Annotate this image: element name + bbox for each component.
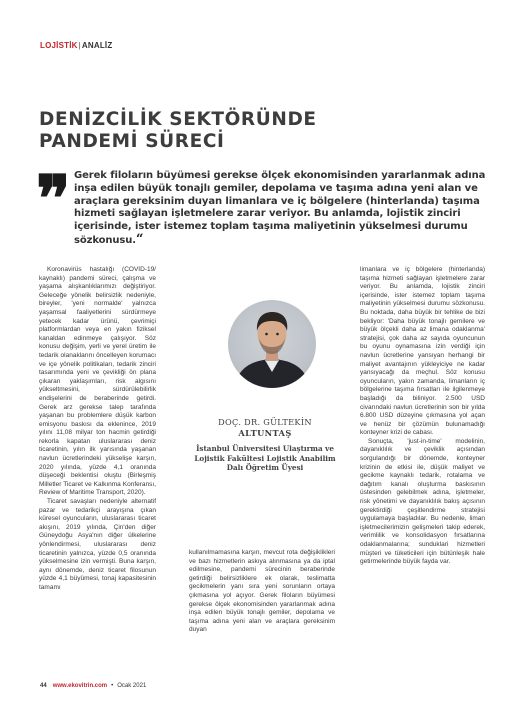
author-title-name: DOÇ. DR. GÜLTEKİN <box>218 417 312 427</box>
section-label <box>40 41 112 50</box>
body-paragraph: Ticaret savaşları nedeniyle alternatif pazar ve tedarikçi arayışına çıkan küresel oyuncuların, uluslararası ticaret akışını, 2019 yılında, Çin'den diğer Güneydoğu Asya'nın diğer ülkelerine yönlendirmesi, uluslararası deniz ticaretinin yalnızca, yüzde 0,5 oranında yükselmesine izin vermişti. Buna karşın, aynı dönemde, deniz ticaret filosunun yüzde 4,1 büyümesi, tonaj kapasitesinin tamamı <box>39 498 156 591</box>
body-paragraph: kullanılmamasına karşın, mevcut rota değişiklikleri ve bazı hizmetlerin askıya alınmasına ya da iptal edilmesine, pandemi sürecinin beraberinde getirdiği belirsizliklere ek olarak, teslimatta gecikmelerin yanı sıra yeni sorunların ortaya çıkmasına yol açıyor. Gerek filoların büyümesi gerekse ölçek ekonomisinden yararlanmak adına inşa edilen büyük tonajlı gemiler, depolama ve taşıma adına yeni alan ve araçlara gereksinim duyan <box>189 549 335 634</box>
article-title <box>39 109 459 153</box>
lead-paragraph <box>74 170 494 248</box>
lead-text: Gerek filoların büyümesi gerekse ölçek ekonomisinden yararlanmak adına inşa edilen büyük tonajlı gemiler, depolama ve taşıma adına yeni alan ve araçlara gereksinim duyan limanlara ve iç bölgelere (hinterlanda) taşıma hizmeti sağlayan işletmelere zarar veriyor. Bu anlamda, lojistik zinciri içerisinde, ister istemez toplam taşıma maliyetinin yükselmesi durumu sözkonusu. <box>74 170 486 246</box>
subsection-name: ANALİZ <box>81 41 113 50</box>
author-affiliation: İstanbul Üniversitesi Ulaştırma ve Lojistik Fakültesi Lojistik Anabilim Dalı Öğretim Üyesi <box>194 444 336 472</box>
quote-open-icon: ❞ <box>36 162 71 237</box>
author-portrait-icon <box>228 300 316 388</box>
footer-bullet: • <box>111 683 114 689</box>
body-column-right <box>360 266 485 686</box>
body-paragraph: limanlara ve iç bölgelere (hinterlanda) taşıma hizmeti sağlayan işletmelere zarar veriyor. Bu anlamda, lojistik zinciri içerisinde, ister istemez toplam taşıma maliyetinin yükselmesi durumu sözkonusu. Bu noktada, daha büyük bir tehlike de bizi bekliyor: 'Daha büyük tonajlı gemilere ve büyük ölçekli daha az limana odaklanma' stratejisi, çok daha az sayıda oyuncunun bu oyunu oynamasına izin verdiği için navlun ücretlerine yansıyan herhangi bir maliyet avantajının yükleyiciye ne kadar yansıyacağı da meçhul. Söz konusu oyuncuların, yakın zamanda, limanların iç bölgelerine taşıma fırsatları ile ilgilenmeye başladığı da biliniyor. 2.500 USD civarındaki navlun ücretlerinin son bir yılda 6.800 USD düzeyine çıkmasına yol açan ve henüz bir çözümün bulunamadığı konteyner krizi de cabası. <box>360 266 485 437</box>
page-footer <box>40 683 146 689</box>
page-number: 44 <box>40 683 47 689</box>
quote-close-icon: “ <box>136 231 144 247</box>
author-surname: ALTUNTAŞ <box>238 427 292 438</box>
title-line-1: DENİZCİLİK SEKTÖRÜNDE <box>39 109 317 130</box>
body-column-left <box>39 266 156 692</box>
section-separator: | <box>78 41 81 50</box>
footer-website-link[interactable]: www.ekovitrin.com <box>52 683 108 689</box>
body-column-middle <box>189 549 335 691</box>
body-paragraph: Sonuçta, 'just-in-time' modelinin, dayanıklılık ve çeviklik açısından sorgulandığı bir dönemde, konteyner krizinin de etkisi ile, düşük maliyet ve gecikme kaynaklı tedarik, rotalama ve dağıtım kanalı oluşturma baskısının üstesinden gelebilmek adına, işletmeler, risk yönetimi ve dayanıklılık bakış açısının gerektirdiği çeşitlendirme stratejisi uygulamaya başladılar. Bu nedenle, liman işletmecilerimizin gelişmeleri takip ederek, verimlilik ve konsolidasyon fırsatlarına odaklanmalarına; sunduklari hizmetleri müşteri ve tüketicileri için bütünleşik hale getirmelerinde büyük fayda var. <box>360 437 485 566</box>
title-line-2: PANDEMİ SÜRECİ <box>39 131 225 152</box>
footer-date: Ocak 2021 <box>117 683 147 689</box>
section-name: LOJİSTİK <box>40 41 78 50</box>
author-name <box>190 417 340 438</box>
author-photo <box>228 300 316 388</box>
body-paragraph: Koronavirüs hastalığı (COVID-19/ kaynaklı) pandemi süreci, çalışma ve yaşama alışkanlıklarımızı değiştiriyor. Geleceğe yönelik belirsizlik nedeniyle, bireyler, 'yeni normalde' yalnızca yaşamsal faaliyetlerini sürdürmeye yetecek kadar ürünü, çevrimiçi platformlardan veya en yakın fiziksel kanaldan edinmeye çalışıyor. Söz konusu değişim, yerli ve yerel üretim ile tedarik olanaklarını öncelleyen korumacı ve içe yönelik politikaları, tedarik zinciri tasarımında yeni ve çevikliği ön plana çıkaran yaklaşımları, risk algısını yükseltmesini, sürdürülebilirlik endişelerini de beraberinde getirdi. Gerek arz gerekse talep tarafında yaşanan bu problemlere düşük karbon emisyonu baskısı da eklenince, 2019 yılını 11,08 milyar ton hacmin getirdiği rekorla kapatan uluslararası deniz ticaretinin, yılın ilk yarısında yaşanan navlun ücretlerindeki yükselişe karşın, 2020 yılında, yüzde 4,1 oranında düşeceği beklentisi oluştu (Birleşmiş Milletler Ticaret ve Kalkınma Konferansı, Review of Maritime Transport, 2020). <box>39 266 156 497</box>
